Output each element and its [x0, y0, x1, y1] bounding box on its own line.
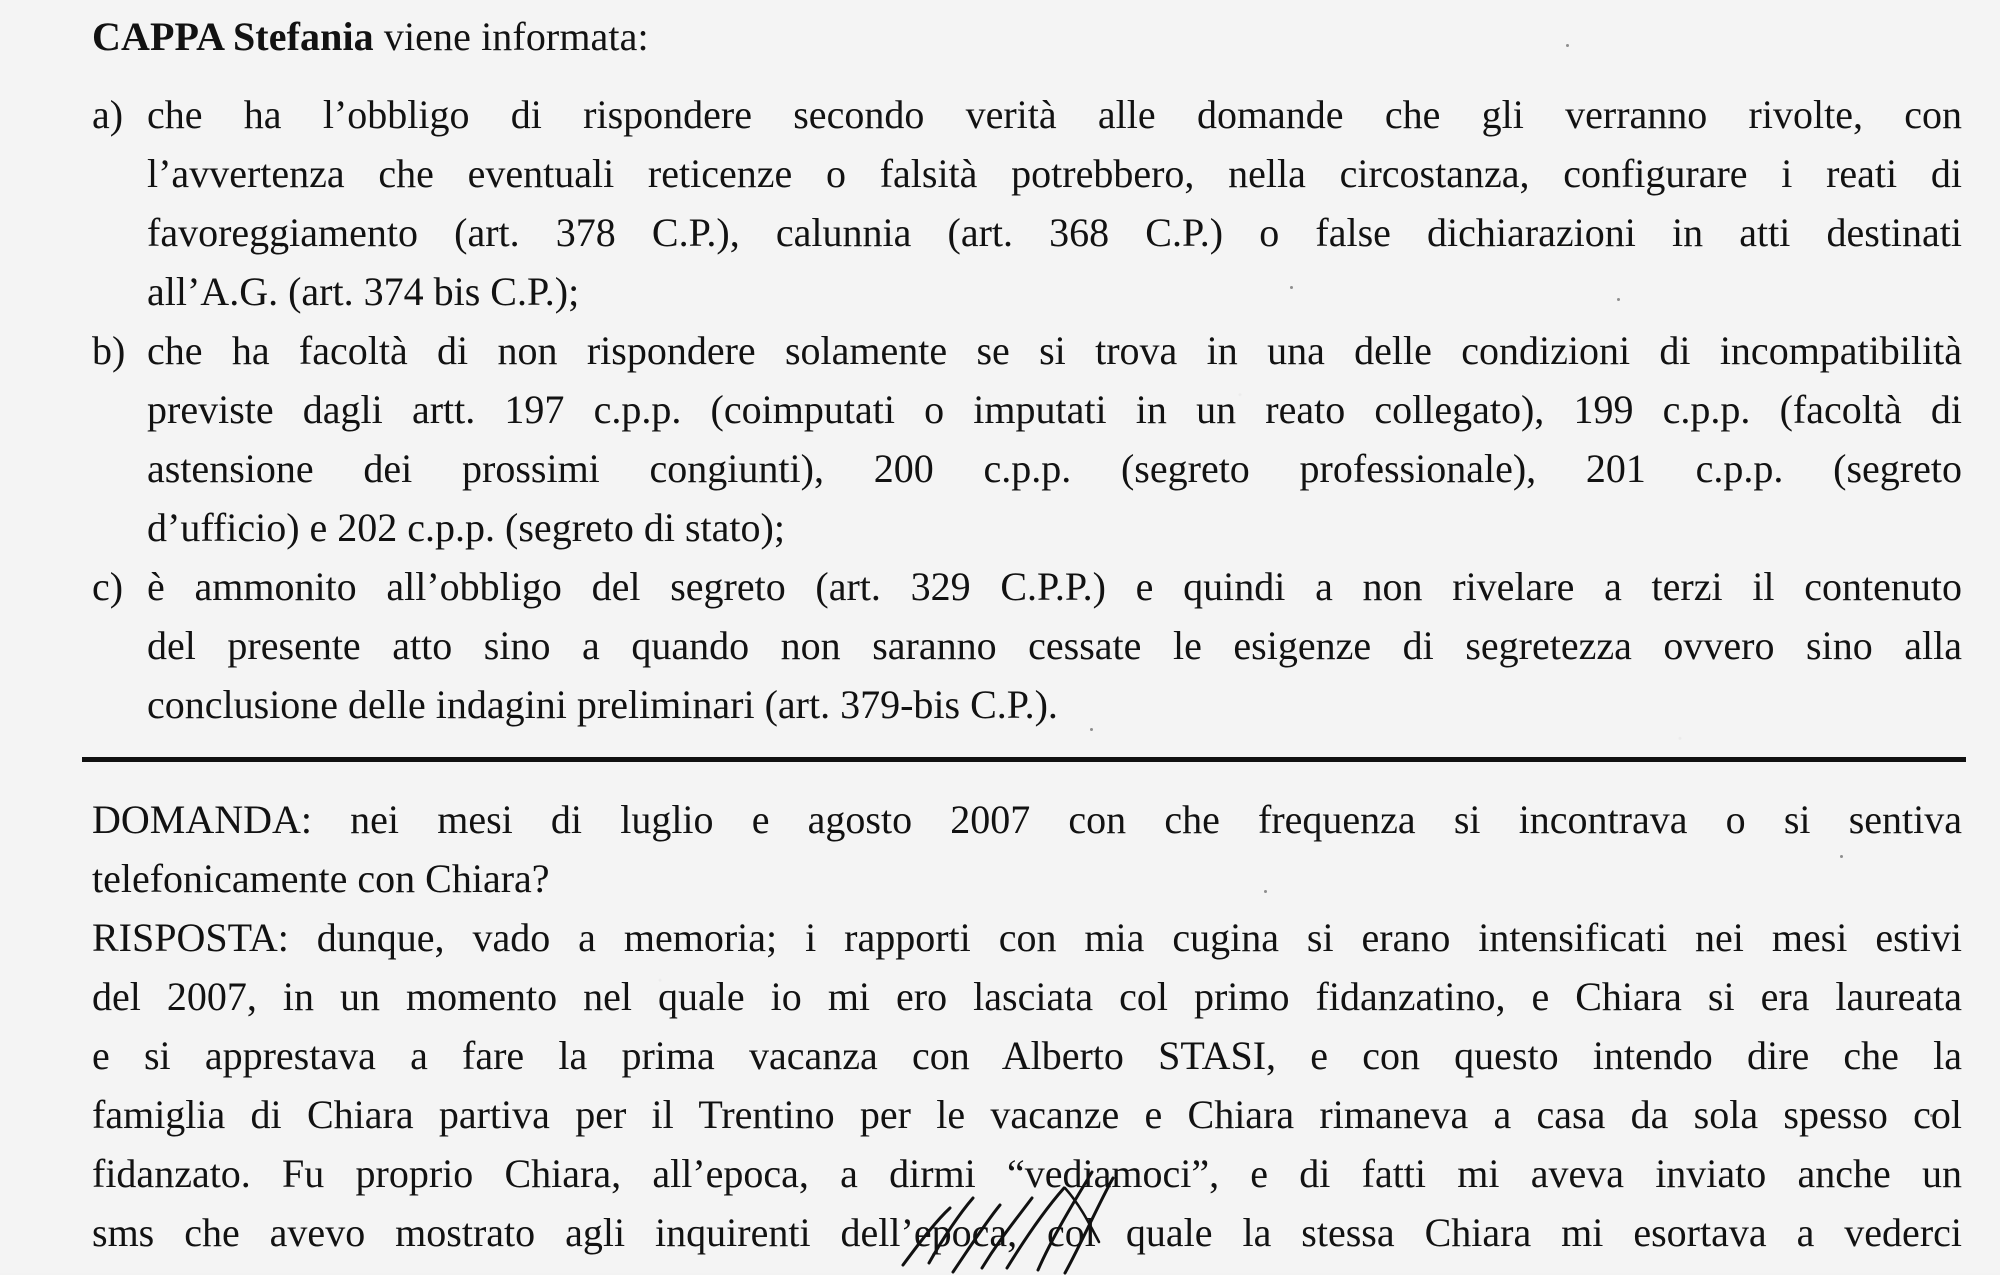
scan-speck	[1617, 298, 1620, 301]
text-line: all’A.G. (art. 374 bis C.P.);	[147, 269, 580, 314]
advisory-list	[92, 85, 1962, 734]
intro-line	[92, 7, 1962, 66]
answer-line: famiglia di Chiara partiva per il Trentino per le vacanze e Chiara rimaneva a casa da sola spesso col	[92, 1092, 1962, 1137]
question-answer-section	[92, 790, 1962, 1262]
text-line: d’ufficio) e 202 c.p.p. (segreto di stato);	[147, 505, 785, 550]
answer-line: RISPOSTA: dunque, vado a memoria; i rapporti con mia cugina si erano intensificati nei mesi estivi	[92, 915, 1962, 960]
list-marker: a)	[92, 92, 124, 137]
text-line: favoreggiamento (art. 378 C.P.), calunnia (art. 368 C.P.) o false dichiarazioni in atti destinati	[147, 210, 1962, 255]
answer-line: e si apprestava a fare la prima vacanza con Alberto STASI, e con questo intendo dire che la	[92, 1033, 1962, 1078]
scan-speck	[1290, 286, 1293, 289]
answer-line: del 2007, in un momento nel quale io mi ero lasciata col primo fidanzatino, e Chiara si era laureata	[92, 974, 1962, 1019]
advisory-item-a	[92, 85, 1962, 321]
advisory-text	[147, 557, 1962, 734]
scan-speck	[1930, 1114, 1933, 1117]
intro-text: viene informata:	[373, 14, 649, 59]
advisory-text	[147, 321, 1962, 557]
question-line: DOMANDA: nei mesi di luglio e agosto 2007 con che frequenza si incontrava o si sentiva	[92, 797, 1962, 842]
list-marker: b)	[92, 328, 126, 373]
text-line: del presente atto sino a quando non saranno cessate le esigenze di segretezza ovvero sino alla	[147, 623, 1962, 668]
text-line: l’avvertenza che eventuali reticenze o falsità potrebbero, nella circostanza, configurare i reati di	[147, 151, 1962, 196]
answer-line: sms che avevo mostrato agli inquirenti dell’epoca, col quale la stessa Chiara mi esortava a vederci	[92, 1210, 1962, 1255]
question-line: telefonicamente con Chiara?	[92, 856, 550, 901]
scan-speck	[280, 244, 283, 247]
list-marker: c)	[92, 564, 124, 609]
text-line: conclusione delle indagini preliminari (art. 379-bis C.P.).	[147, 682, 1058, 727]
advisory-item-b	[92, 321, 1962, 557]
text-line: previste dagli artt. 197 c.p.p. (coimputati o imputati in un reato collegato), 199 c.p.p. (facoltà di	[147, 387, 1962, 432]
scan-speck	[1090, 728, 1093, 731]
text-line: è ammonito all’obbligo del segreto (art. 329 C.P.P.) e quindi a non rivelare a terzi il contenuto	[147, 564, 1962, 609]
text-line: astensione dei prossimi congiunti), 200 c.p.p. (segreto professionale), 201 c.p.p. (segreto	[147, 446, 1962, 491]
answer-line: fidanzato. Fu proprio Chiara, all’epoca, a dirmi “vediamoci”, e di fatti mi aveva inviato anche un	[92, 1151, 1962, 1196]
advisory-text	[147, 85, 1962, 321]
text-line: che ha facoltà di non rispondere solamente se si trova in una delle condizioni di incompatibilità	[147, 328, 1962, 373]
scan-speck	[1840, 855, 1843, 858]
advisory-item-c	[92, 557, 1962, 734]
person-name: CAPPA Stefania	[92, 14, 374, 59]
scan-speck	[1566, 44, 1569, 47]
text-line: che ha l’obbligo di rispondere secondo verità alle domande che gli verranno rivolte, con	[147, 92, 1962, 137]
scan-speck	[1264, 890, 1267, 893]
section-divider	[82, 757, 1966, 762]
